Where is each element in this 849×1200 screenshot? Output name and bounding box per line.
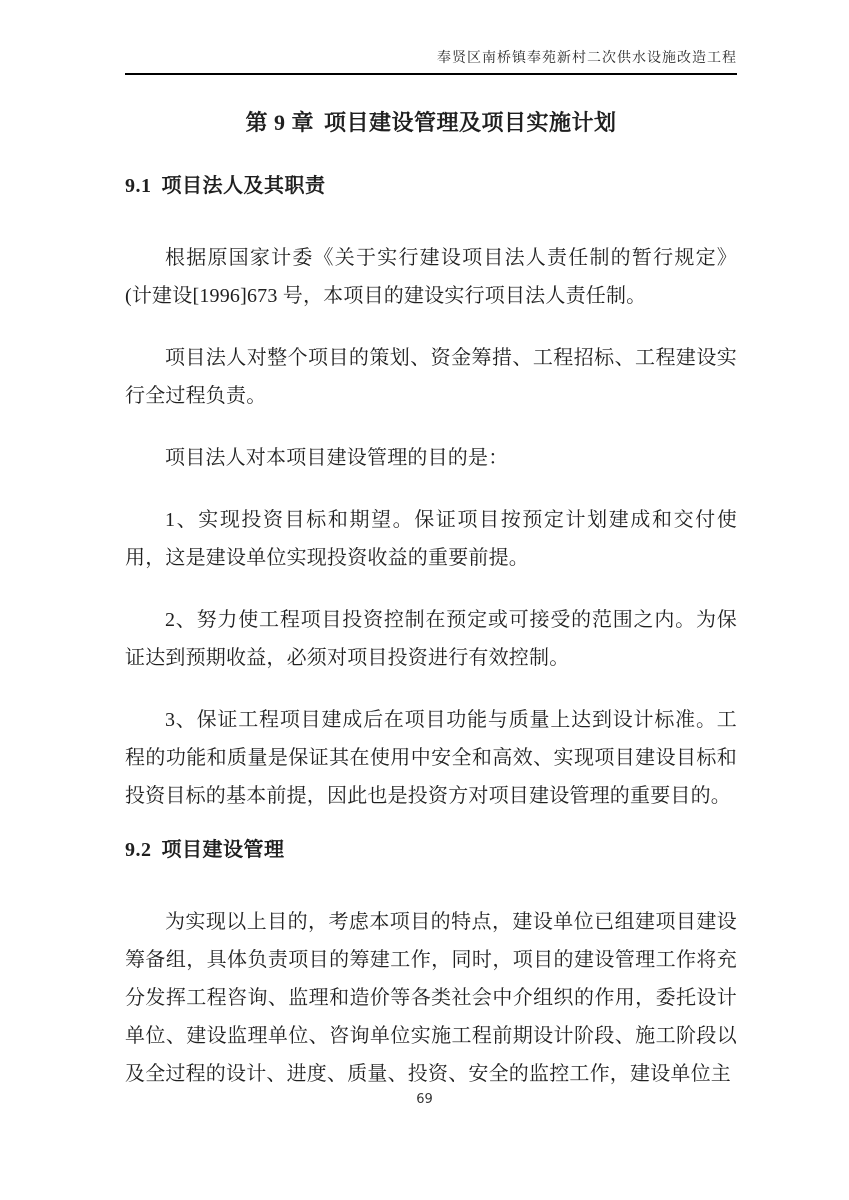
paragraph: 1、实现投资目标和期望。保证项目按预定计划建成和交付使用，这是建设单位实现投资收益的重要前提。: [125, 509, 737, 569]
page-footer: [0, 1092, 849, 1107]
paragraph: 项目法人对本项目建设管理的目的是：: [165, 447, 509, 469]
paragraph: 项目法人对整个项目的策划、资金筹措、工程招标、工程建设实行全过程负责。: [125, 347, 737, 407]
section-title-text: 项目法人及其职责: [161, 175, 326, 197]
header-project-title: 奉贤区南桥镇奉苑新村二次供水设施改造工程: [437, 51, 737, 66]
section-heading-9-1: [125, 173, 737, 199]
chapter-number: 第 9 章: [245, 110, 314, 135]
page-content: [125, 109, 737, 1093]
paragraph: 根据原国家计委《关于实行建设项目法人责任制的暂行规定》(计建设[1996]673 号，本项目的建设实行项目法人责任制。: [125, 247, 737, 307]
page-number: 69: [416, 1092, 433, 1107]
page-header: [125, 0, 737, 75]
paragraph: 为实现以上目的，考虑本项目的特点，建设单位已组建项目建设筹备组，具体负责项目的筹建工作，同时，项目的建设管理工作将充分发挥工程咨询、监理和造价等各类社会中介组织的作用，委托设计单位、建设监理单位、咨询单位实施工程前期设计阶段、施工阶段以及全过程的设计、进度、质量、投资、安全的监控工作，建设单位主: [125, 911, 737, 1085]
section-number: 9.1: [125, 175, 152, 197]
section-number: 9.2: [125, 839, 152, 861]
paragraph: 3、保证工程项目建成后在项目功能与质量上达到设计标准。工程的功能和质量是保证其在使用中安全和高效、实现项目建设目标和投资目标的基本前提，因此也是投资方对项目建设管理的重要目的。: [125, 709, 737, 807]
section-heading-9-2: [125, 837, 737, 863]
paragraph: 2、努力使工程项目投资控制在预定或可接受的范围之内。为保证达到预期收益，必须对项目投资进行有效控制。: [125, 609, 737, 669]
chapter-title-text: 项目建设管理及项目实施计划: [324, 110, 617, 135]
section-title-text: 项目建设管理: [161, 839, 285, 861]
chapter-heading: [125, 109, 737, 137]
